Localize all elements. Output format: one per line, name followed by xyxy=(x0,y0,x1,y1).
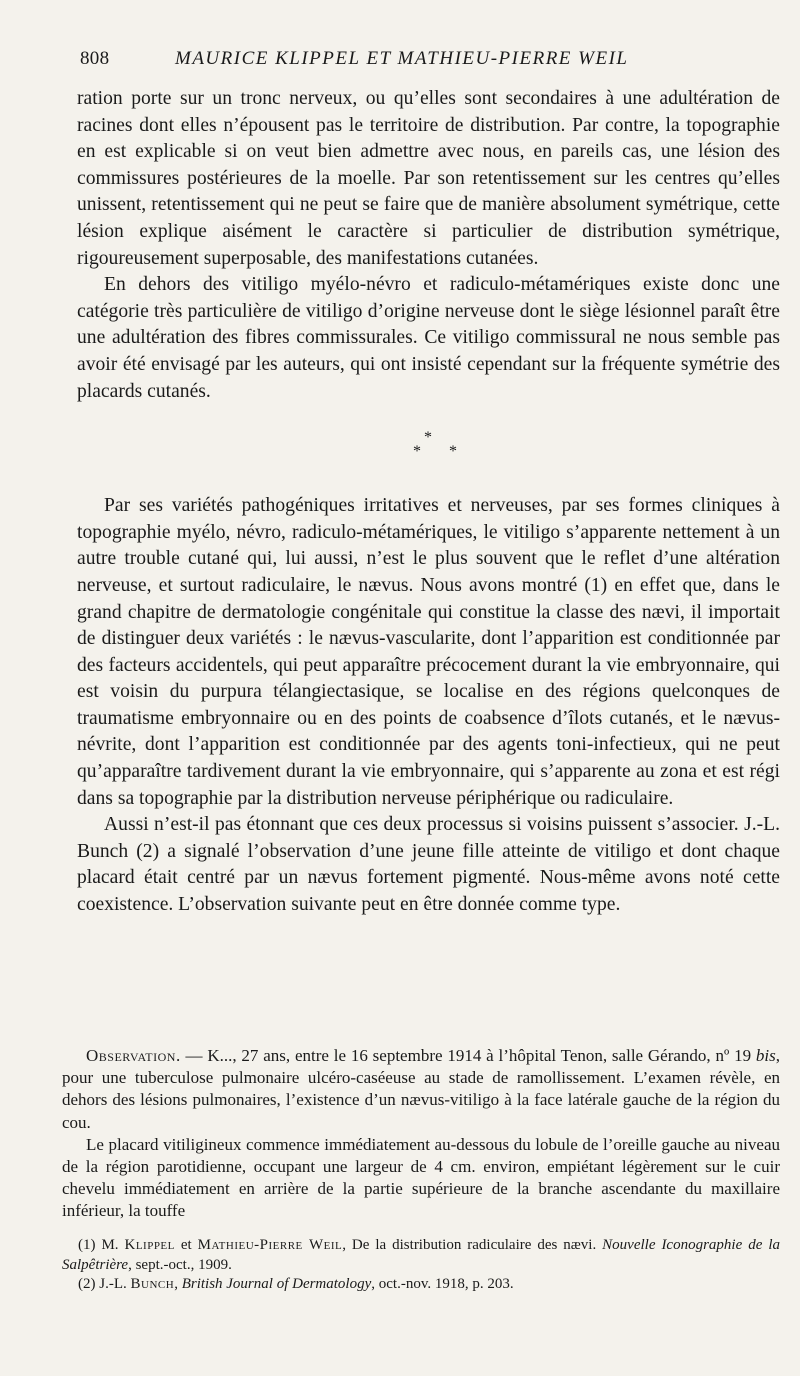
main-text xyxy=(77,86,780,919)
footnote-author: Bunch xyxy=(130,1276,175,1292)
paragraph: Aussi n’est-il pas étonnant que ces deux processus si voisins puissent s’associer. J.-L. Bunch (2) a signalé l’observation d’une jeune fille atteinte de vitiligo et dont chaque placard était centré par un nævus fortement pigmenté. Nous-même avons noté cette coexistence. L’observation suivante peut en être donnée comme type. xyxy=(77,814,780,916)
footnote-text: , oct.-nov. 1918, p. 203. xyxy=(371,1276,514,1292)
asterism xyxy=(77,417,780,475)
paragraph: ration porte sur un tronc nerveux, ou qu’elles sont secondaires à une adultération de racines dont elles n’épousent pas le territoire de distribution. Par contre, la topographie en est explicable si on veut bien admettre avec nous, en pareils cas, une lésion des commissures postérieures de la moelle. Par son retentissement sur les centres qu’elles unissent, retentissement qui ne peut se faire que de manière absolument symétrique, cette lésion explique aisément le caractère si particulier de distribution symétrique, rigoureusement superposable, des manifestations cutanées. xyxy=(77,88,780,269)
observation-paragraph: Le placard vitiligineux commence immédiatement au-dessous du lobule de l’oreille gauche au niveau de la région parotidienne, occupant une largeur de 4 cm. environ, empiétant légèrement sur le cuir chevelu immédiatement en arrière de la partie supérieure de la branche ascendante du maxillaire inférieur, la touffe xyxy=(62,1134,780,1221)
footnote-author: Mathieu-Pierre Weil xyxy=(197,1237,343,1253)
footnote-text: et xyxy=(174,1237,198,1253)
footnote-author: Klippel xyxy=(124,1237,175,1253)
asterism-top: * xyxy=(424,429,432,447)
observation-bis: bis xyxy=(755,1046,776,1065)
asterism-bottom: * * xyxy=(413,443,469,461)
running-title: MAURICE KLIPPEL ET MATHIEU-PIERRE WEIL xyxy=(175,48,629,69)
observation-text: , pour une tuberculose pulmonaire ulcéro-caséeuse au stade de ramollissement. L’examen révèle, en dehors des lésions pulmonaires, l’existence d’un nævus-vitiligo à la face latérale gauche de la région du cou. xyxy=(62,1046,780,1132)
footnote-text: , De la distribution radiculaire des nævi. xyxy=(342,1237,603,1253)
observation-paragraph xyxy=(62,1045,780,1134)
running-header xyxy=(80,48,770,72)
paragraph: Par ses variétés pathogéniques irritatives et nerveuses, par ses formes cliniques à topographie myélo, névro, radiculo-métamériques, le vitiligo s’apparente nettement à un autre trouble cutané qui, lui aussi, n’est le plus souvent que le reflet d’une altération nerveuse, et surtout radiculaire, le nævus. Nous avons montré (1) en effet que, dans le grand chapitre de dermatologie congénitale qui constitue la classe des nævi, il importait de distinguer deux variétés : le nævus-vascularite, dont l’apparition est conditionnée par des facteurs accidentels, qui peut apparaître précocement durant la vie embryonnaire, qui est voisin du purpura télangiectasique, se localise en des régions quelconques de traumatisme embryonnaire ou en des points de coabsence d’îlots cutanés, et le nævus-névrite, dont l’apparition est conditionnée par des agents toni-infectieux, qui ne peut qu’apparaître tardivement durant la vie embryonnaire, qui s’apparente au zona et est régi dans sa topographie par la distribution nerveuse périphérique ou radiculaire. xyxy=(77,495,780,809)
footnote-1 xyxy=(62,1236,780,1275)
page-number: 808 xyxy=(80,48,110,69)
footnote-2 xyxy=(62,1275,780,1295)
observation-block xyxy=(62,1045,780,1223)
observation-label: Observation. xyxy=(86,1046,181,1065)
footnote-text: , xyxy=(174,1276,182,1292)
footnote-text: (1) M. xyxy=(78,1237,125,1253)
paragraph: En dehors des vitiligo myélo-névro et radiculo-métamériques existe donc une catégorie très particulière de vitiligo d’origine nerveuse dont le siège lésionnel paraît être une adultération des fibres commissurales. Ce vitiligo commissural ne nous semble pas avoir été envisagé par les auteurs, qui ont insisté cependant sur la fréquente symétrie des placards cutanés. xyxy=(77,274,780,402)
footnote-journal: British Journal of Dermatology xyxy=(181,1276,372,1292)
observation-text: — K..., 27 ans, entre le 16 septembre 1914 à l’hôpital Tenon, salle Gérando, nº 19 xyxy=(180,1046,756,1065)
footnotes xyxy=(62,1236,780,1295)
footnote-text: (2) J.-L. xyxy=(78,1276,131,1292)
footnote-journal: Nouvelle Iconographie de la Salpêtrière xyxy=(62,1237,780,1273)
footnote-text: , sept.-oct., 1909. xyxy=(128,1256,232,1273)
